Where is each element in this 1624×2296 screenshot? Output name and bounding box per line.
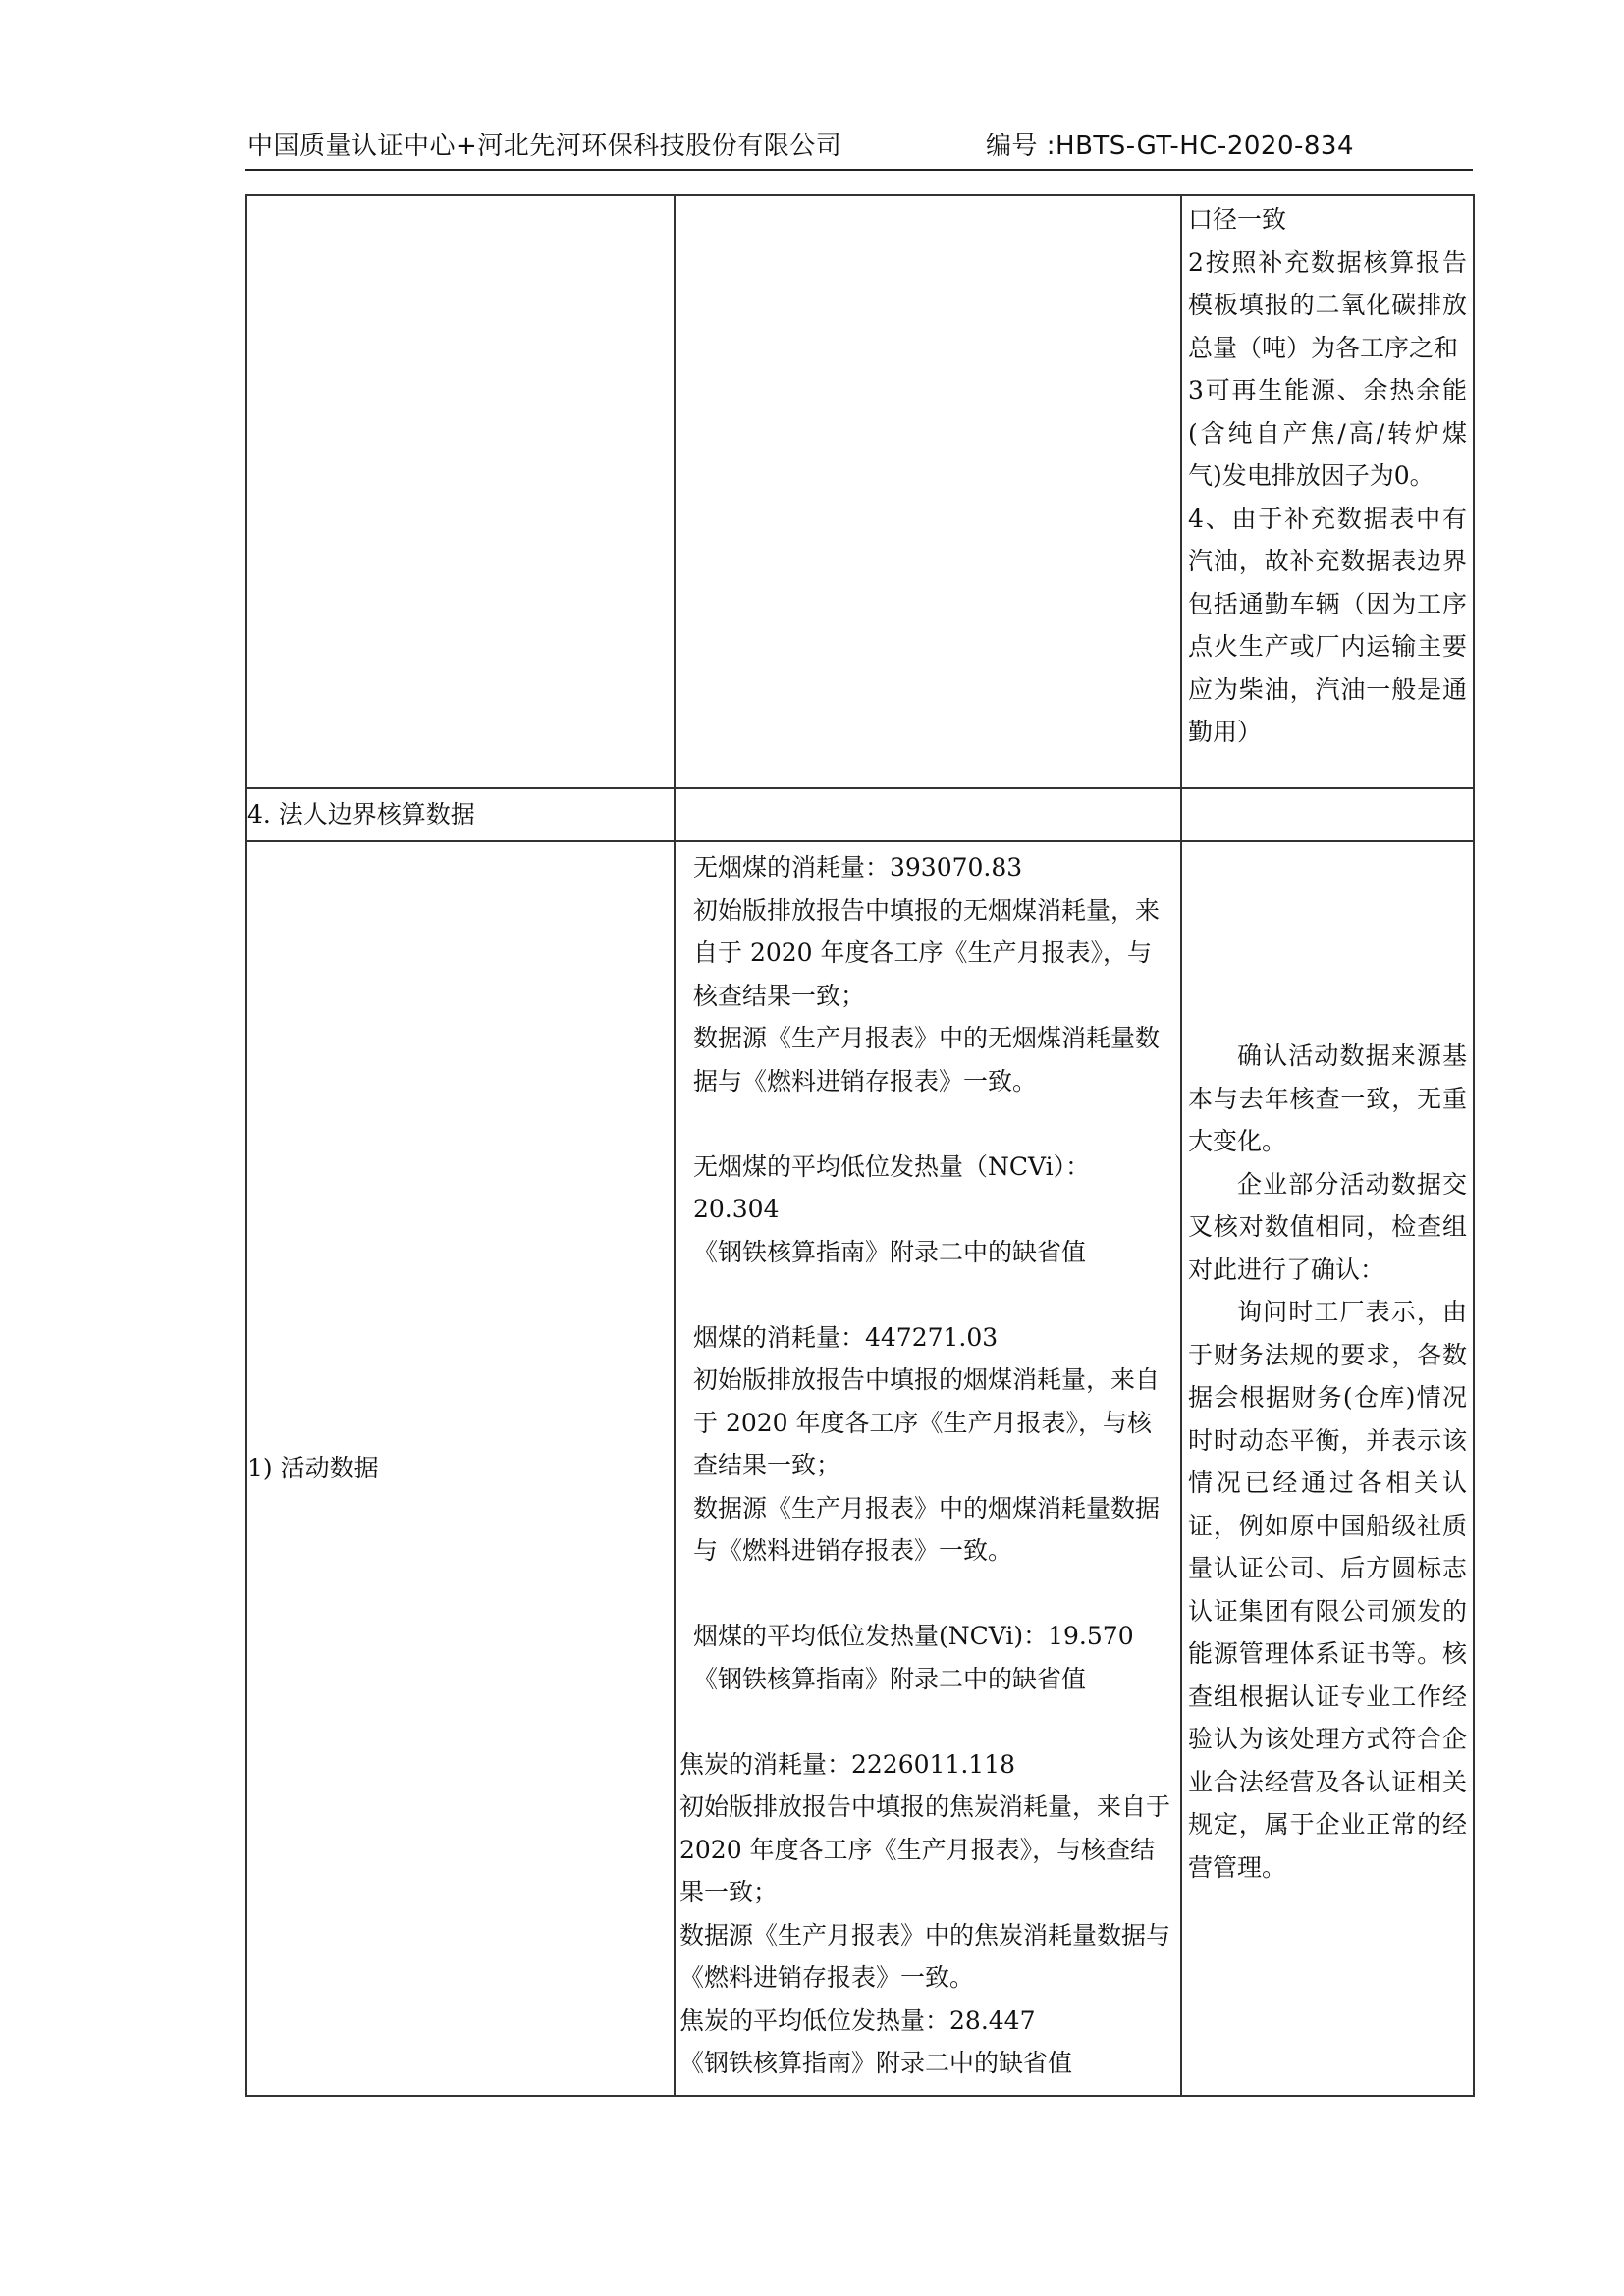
- bituminous-consumption: 烟煤的消耗量：447271.03: [693, 1322, 999, 1352]
- notes-cell: [1181, 195, 1474, 788]
- empty-cell: [675, 788, 1181, 841]
- section-heading: 4. 法人边界核算数据: [246, 788, 675, 841]
- coke-consumption: 焦炭的消耗量：2226011.118: [679, 1749, 1016, 1779]
- bituminous-ncv: 烟煤的平均低位发热量(NCVi)：19.570: [693, 1622, 1134, 1650]
- note-line: 口径一致: [1188, 205, 1287, 234]
- verification-table: [245, 194, 1475, 2097]
- anthracite-source-2: 数据源《生产月报表》中的无烟煤消耗量数据与《燃料进销存报表》一致。: [693, 1024, 1161, 1095]
- bituminous-source-1: 初始版排放报告中填报的烟煤消耗量，来自于 2020 年度各工序《生产月报表》，与核查结果一致；: [693, 1365, 1161, 1479]
- table-row: [246, 841, 1474, 2096]
- note-paragraph: 确认活动数据来源基本与去年核查一致，无重大变化。: [1188, 1041, 1467, 1155]
- anthracite-consumption: 无烟煤的消耗量：393070.83: [693, 853, 1023, 881]
- coke-ncv-source: 《钢铁核算指南》附录二中的缺省值: [679, 2049, 1073, 2077]
- note-line: 4、由于补充数据表中有汽油，故补充数据表边界包括通勤车辆（因为工序点火生产或厂内运输主要应为柴油，汽油一般是通勤用）: [1188, 504, 1467, 746]
- anthracite-ncv-label: 无烟煤的平均低位发热量（NCVi）：: [693, 1151, 1091, 1181]
- empty-cell: [1181, 788, 1474, 841]
- verification-notes: [1181, 841, 1474, 2096]
- anthracite-ncv-value: 20.304: [693, 1195, 780, 1223]
- bituminous-ncv-source: 《钢铁核算指南》附录二中的缺省值: [693, 1664, 1087, 1693]
- anthracite-source-1: 初始版排放报告中填报的无烟煤消耗量，来自于 2020 年度各工序《生产月报表》，与核查结果一致；: [693, 895, 1161, 1010]
- activity-data-label: 1) 活动数据: [246, 841, 675, 2096]
- coke-ncv: 焦炭的平均低位发热量：28.447: [679, 2005, 1036, 2035]
- header-document-code: 编号 :HBTS-GT-HC-2020-834: [986, 132, 1354, 161]
- page-header: [247, 120, 1473, 167]
- coke-source-1: 初始版排放报告中填报的焦炭消耗量，来自于 2020 年度各工序《生产月报表》，与核查结果一致；: [679, 1792, 1171, 1906]
- coke-source-2: 数据源《生产月报表》中的焦炭消耗量数据与《燃料进销存报表》一致。: [679, 1920, 1171, 1992]
- bituminous-source-2: 数据源《生产月报表》中的烟煤消耗量数据与《燃料进销存报表》一致。: [693, 1493, 1161, 1565]
- activity-data-details: [675, 841, 1181, 2096]
- note-paragraph: 询问时工厂表示，由于财务法规的要求，各数据会根据财务(仓库)情况时时动态平衡，并表示该情况已经通过各相关认证，例如原中国船级社质量认证公司、后方圆标志认证集团有限公司颁发的能源管理体系证书等。核查组根据认证专业工作经验认为该处理方式符合企业合法经营及各认证相关规定，属于企业正常的经营管理。: [1188, 1298, 1467, 1882]
- note-paragraph: 企业部分活动数据交叉核对数值相同，检查组对此进行了确认：: [1188, 1169, 1467, 1284]
- table-row: [246, 195, 1474, 788]
- table-row: [246, 788, 1474, 841]
- header-rule: [245, 169, 1473, 171]
- note-line: 2按照补充数据核算报告模板填报的二氧化碳排放总量（吨）为各工序之和: [1188, 247, 1467, 362]
- note-line: 3可再生能源、余热余能(含纯自产焦/高/转炉煤气)发电排放因子为0。: [1188, 376, 1467, 490]
- anthracite-ncv-source: 《钢铁核算指南》附录二中的缺省值: [693, 1237, 1087, 1266]
- header-organization: 中国质量认证中心+河北先河环保科技股份有限公司: [247, 132, 842, 161]
- empty-cell: [675, 195, 1181, 788]
- empty-cell: [246, 195, 675, 788]
